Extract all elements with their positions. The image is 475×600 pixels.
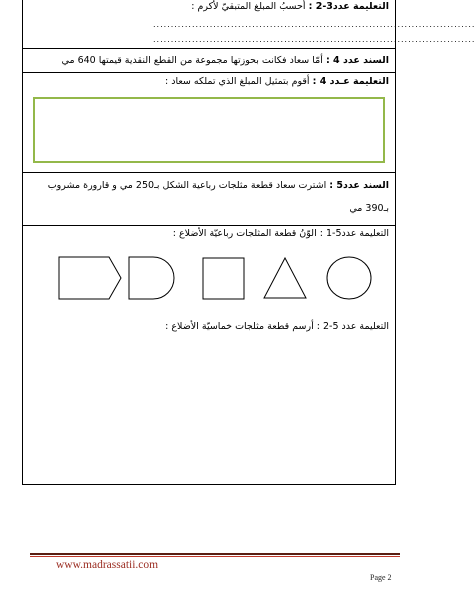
support-4-label: السند عدد 4 :	[325, 55, 389, 66]
pentagon-shape[interactable]	[59, 257, 121, 299]
shapes-row	[23, 250, 395, 310]
square-shape[interactable]	[203, 258, 244, 299]
task-4-label: التعليمة عـدد 4 :	[312, 76, 389, 87]
task-5-2-line	[159, 320, 395, 333]
task-5-1-text: التعليمة عدد5-1 : الوّنُ قطعة المثلجات رباعيّة الأضلاع :	[172, 228, 389, 239]
task-3-2-label: التعليمة عدد3-2 :	[308, 1, 389, 12]
answer-dots-1[interactable]: ...........................................................................................	[153, 20, 475, 29]
task-5-1-line	[167, 227, 395, 240]
worksheet-table	[22, 0, 475, 485]
page-number: Page 2	[370, 573, 392, 582]
triangle-shape[interactable]	[264, 258, 306, 298]
circle-shape[interactable]	[327, 257, 371, 299]
footer-url[interactable]: www.madrassatii.com	[56, 559, 159, 571]
support-4-line	[56, 54, 395, 67]
semicircle-shape[interactable]	[129, 257, 174, 299]
support-4-row	[23, 49, 395, 73]
answer-dots-2[interactable]: ...........................................................................................	[153, 35, 475, 44]
footer-rule-red	[30, 556, 400, 557]
support-5-text-2: بـ390 مي	[349, 203, 389, 214]
support-5-line-1	[42, 179, 395, 192]
support-5-text-1: اشترت سعاد قطعة مثلجات رباعية الشكل بـ250 مي و قارورة مشروب	[47, 180, 327, 191]
task-4-line	[159, 75, 395, 88]
task-3-2-row	[23, 0, 475, 49]
footer-rule-dark	[30, 553, 400, 555]
answer-box[interactable]	[33, 97, 385, 163]
task-3-2-text: أحسبُ المبلغ المتبقيّ لأكرم :	[191, 1, 306, 12]
task-4-row	[23, 73, 395, 173]
support-5-label: السند عدد5 :	[329, 180, 389, 191]
task-3-2-line	[185, 0, 395, 13]
support-5-line-2	[343, 202, 395, 215]
task-4-text: أقوم بتمثيل المبلغ الذي تملكه سعاد :	[165, 76, 310, 87]
support-5-row	[23, 173, 395, 226]
task-5-area	[23, 226, 395, 484]
task-5-2-text: التعليمة عدد 5-2 : أرسم قطعة مثلجات خماسيّة الأضلاع :	[165, 321, 389, 332]
support-4-text: أمّا سعاد فكانت بحوزتها مجموعة من القطع النقدية قيمتها 640 مي	[61, 55, 323, 66]
